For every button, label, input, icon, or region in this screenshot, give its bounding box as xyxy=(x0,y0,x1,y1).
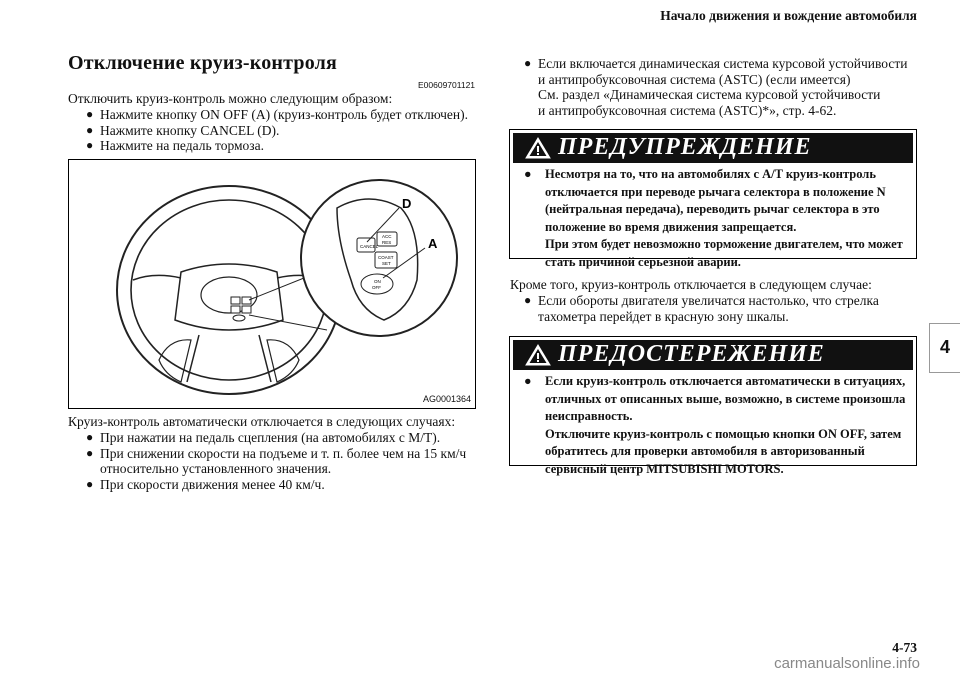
bullet-icon: ● xyxy=(86,430,94,444)
running-header: Начало движения и вождение автомобиля xyxy=(660,8,917,23)
bullet-icon: ● xyxy=(524,167,532,181)
warning-line: положение во время движения запрещается. xyxy=(545,219,797,234)
section-code: E00609701121 xyxy=(418,80,476,90)
list-item: ● Нажмите на педаль тормоза. xyxy=(86,138,264,153)
bullet-icon: ● xyxy=(86,445,94,460)
bullet-icon: ● xyxy=(524,293,532,307)
warning-line: стать причиной серьезной аварии. xyxy=(545,254,741,269)
disable-methods-list xyxy=(68,107,468,154)
steering-wheel-illustration xyxy=(69,160,475,408)
warning-header xyxy=(513,133,913,163)
acc-button-label: ACC xyxy=(382,234,392,239)
caution-line: отличных от описанных выше, возможно, в системе произошла xyxy=(545,391,906,406)
warning-line: (нейтральная передача), переводить рычаг селектора в это xyxy=(545,202,880,216)
res-button-label: RES xyxy=(382,240,392,245)
set-button-label: SET xyxy=(382,261,391,266)
bullet-icon: ● xyxy=(86,476,94,491)
watermark: carmanualsonline.info xyxy=(774,655,920,672)
list-item: ● При снижении скорости на подъеме и т. п. более чем на 15 км/ч xyxy=(86,445,467,461)
caution-line: Отключите круиз-контроль с помощью кнопки ON OFF, затем xyxy=(545,426,902,441)
steering-wheel-figure xyxy=(68,159,476,409)
caution-header xyxy=(513,340,913,370)
cancel-button-label: CANCEL xyxy=(360,244,379,249)
caution-line: обратитесь для проверки автомобиля в авторизованный xyxy=(545,444,865,458)
page-number: 4-73 xyxy=(892,640,917,655)
caution-title: ПРЕДОСТЕРЕЖЕНИЕ xyxy=(558,341,825,367)
figure-caption: AG0001364 xyxy=(422,394,471,404)
bullet-icon: ● xyxy=(524,56,532,70)
list-item-continuation: относительно установленного значения. xyxy=(100,461,332,476)
section-title: Отключение круиз-контроля xyxy=(68,52,338,74)
esc-note: ● Если включается динамическая система курсовой устойчивости и антипробуксовочная система (ASTC) (если имеется) См. раздел «Динамическая система курсовой устойчивости и антипробуксовочная система (ASTC)*», стр. 4-62. xyxy=(510,56,907,118)
warning-box xyxy=(509,129,917,269)
intro-text: Отключить круиз-контроль можно следующим образом: xyxy=(68,91,393,106)
also-disable-list: ● Если обороты двигателя увеличатся настолько, что стрелка тахометра перейдет в красную зону шкалы. xyxy=(510,293,879,324)
coast-button-label: COAST xyxy=(378,255,394,260)
caution-line: ● Если круиз-контроль отключается автоматически в ситуациях, xyxy=(510,373,916,391)
also-disable-intro: Кроме того, круиз-контроль отключается в следующем случае: xyxy=(510,277,872,292)
on-button-label: ON xyxy=(374,279,381,284)
warning-line: ● Несмотря на то, что на автомобилях с A/T круиз-контроль xyxy=(510,166,916,184)
warning-triangle-icon xyxy=(525,136,551,160)
list-item: ● Если включается динамическая система курсовой устойчивости xyxy=(524,56,908,71)
callout-a-label: A xyxy=(428,236,438,251)
callout-d-label: D xyxy=(402,196,412,211)
list-item: ● Нажмите кнопку CANCEL (D). xyxy=(86,122,280,138)
list-item: ● При нажатии на педаль сцепления (на автомобилях с M/T). xyxy=(86,430,441,445)
list-item: ● При скорости движения менее 40 км/ч. xyxy=(86,476,325,492)
warning-line: При этом будет невозможно торможение двигателем, что может xyxy=(545,237,903,251)
bullet-icon: ● xyxy=(86,138,94,152)
bullet-icon: ● xyxy=(86,107,94,121)
auto-disable-intro: Круиз-контроль автоматически отключается в следующих случаях: xyxy=(68,414,456,429)
bullet-icon: ● xyxy=(524,374,532,388)
list-item: ● Если обороты двигателя увеличатся настолько, что стрелка xyxy=(524,293,879,308)
list-item: ● Нажмите кнопку ON OFF (A) (круиз-контроль будет отключен). xyxy=(86,107,469,122)
off-button-label: OFF xyxy=(372,285,381,290)
caution-line: неисправность. xyxy=(545,409,633,423)
caution-triangle-icon xyxy=(525,343,551,367)
warning-line: отключается при переводе рычага селектора в положение N xyxy=(545,184,886,199)
chapter-tab: 4 xyxy=(929,323,960,373)
warning-title: ПРЕДУПРЕЖДЕНИЕ xyxy=(558,134,812,160)
auto-disable-list xyxy=(68,430,466,492)
bullet-icon: ● xyxy=(86,122,94,137)
caution-line: сервисный центр MITSUBISHI MOTORS. xyxy=(545,461,784,476)
caution-box xyxy=(509,336,917,476)
